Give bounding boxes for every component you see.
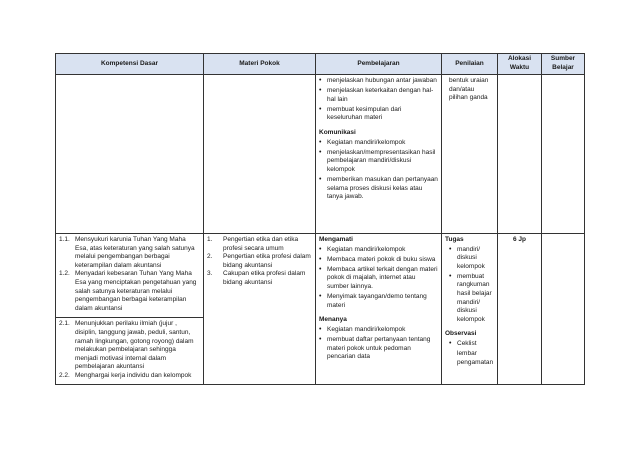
list-item: • Membaca artikel terkait dengan materi pokok di majalah, internet atau sumber lainnya. <box>319 266 438 292</box>
observasi-tail: lembar pengamatan <box>457 350 494 366</box>
list-item: • Kegiatan mandiri/kelompok <box>319 246 438 255</box>
list-item: • membuat kesimpulan dari keseluruhan materi <box>319 106 438 123</box>
kd-list-1 <box>59 236 200 313</box>
list-item <box>59 372 200 381</box>
row1-penilaian-cell <box>442 75 498 234</box>
list-item <box>59 270 200 313</box>
item-text: Pengertian etika profesi dalam bidang akuntansi <box>223 253 311 269</box>
item-text: Menyadari kebesaran Tuhan Yang Maha Esa yang menciptakan pengetahuan yang salah satunya keteraturan melalui pengembangan berbagai keterampilan dalam akuntansi <box>75 270 197 312</box>
list-item <box>59 320 200 372</box>
row2-alokasi-cell <box>498 234 542 385</box>
item-text: Pengertian etika dan etika profesi secara umum <box>223 236 299 252</box>
table-row <box>56 75 585 234</box>
syllabus-table <box>55 53 585 385</box>
item-number: 2.2. <box>59 371 70 379</box>
row1-materi-cell <box>204 75 316 234</box>
header-pembelajaran: Pembelajaran <box>316 54 442 75</box>
row2-pembelajaran-cell <box>316 234 442 385</box>
item-number: 1. <box>207 236 213 243</box>
list-item: • menjelaskan hubungan antar jawaban <box>319 77 438 86</box>
list-item: • menjelaskan/mempresentasikan hasil pembelajaran mandiri/diskusi kelompok <box>319 149 438 175</box>
materi-list <box>207 236 312 288</box>
alokasi-value: 6 Jp <box>512 236 526 243</box>
mengamati-list <box>319 246 438 311</box>
row1-pembelajaran-list-b <box>319 139 438 202</box>
kd-list-2 <box>59 320 200 380</box>
kd-group-1 <box>56 234 203 317</box>
item-text: Mensyukuri karunia Tuhan Yang Maha Esa, atas keteraturan yang salah satunya melalui pengembangan berbagai keterampilan dalam akuntansi <box>75 236 195 269</box>
tugas-heading: Tugas <box>445 236 464 243</box>
header-sumber-belajar: Sumber Belajar <box>542 54 585 75</box>
row2-sumber-cell <box>542 234 585 385</box>
header-row <box>56 54 585 75</box>
row1-kd-cell <box>56 75 204 234</box>
list-item: • Menyimak tayangan/demo tentang materi <box>319 293 438 310</box>
item-text: Menunjukkan perilaku ilmiah (jujur , disiplin, tanggung jawab, peduli, santun, ramah lingkungan, gotong royong) dalam melakukan pembelajaran sehingga menjadi motivasi internal dalam pembelajaran akuntansi <box>75 320 194 371</box>
list-item: • Ceklist <box>449 340 494 349</box>
row1-pembelajaran-list-a <box>319 77 438 123</box>
header-materi-pokok: Materi Pokok <box>204 54 316 75</box>
menanya-list <box>319 326 438 362</box>
list-item <box>207 236 312 253</box>
item-number: 1.1. <box>59 236 70 243</box>
item-text: Menghargai kerja individu dan kelompok <box>75 371 192 379</box>
item-text: Cakupan etika profesi dalam bidang akuntansi <box>223 270 306 286</box>
header-penilaian: Penilaian <box>442 54 498 75</box>
list-item <box>59 236 200 270</box>
row2-penilaian-cell <box>442 234 498 385</box>
kd-group-2 <box>56 317 203 380</box>
list-item <box>207 270 312 287</box>
list-item: • membuat daftar pertanyaan tentang materi pokok untuk pedoman pencarian data <box>319 336 438 362</box>
list-item <box>207 253 312 270</box>
row2-kd-cell <box>56 234 204 385</box>
item-number: 2. <box>207 253 213 261</box>
menanya-heading: Menanya <box>319 316 347 324</box>
list-item: • Kegiatan mandiri/kelompok <box>319 326 438 335</box>
observasi-heading: Observasi <box>445 330 477 338</box>
item-number: 1.2. <box>59 270 70 278</box>
item-number: 3. <box>207 270 213 278</box>
komunikasi-heading: Komunikasi <box>319 128 356 136</box>
row1-alokasi-cell <box>498 75 542 234</box>
item-number: 2.1. <box>59 320 70 328</box>
tugas-list <box>445 246 494 325</box>
list-item: • Kegiatan mandiri/kelompok <box>319 139 438 148</box>
row2-materi-cell <box>204 234 316 385</box>
list-item: • menjelaskan keterkaitan dengan hal-hal lain <box>319 87 438 104</box>
list-item: • Membaca materi pokok di buku siswa <box>319 256 438 265</box>
list-item: • memberikan masukan dan pertanyaan selama proses diskusi kelas atau tanya jawab. <box>319 176 438 202</box>
mengamati-heading: Mengamati <box>319 236 353 243</box>
table-row <box>56 234 585 385</box>
row1-penilaian-text: bentuk uraian dan/atau pilihan ganda <box>449 77 489 102</box>
observasi-list <box>445 340 494 349</box>
list-item: • mandiri/ diskusi kelompok <box>449 246 494 272</box>
header-alokasi-waktu: Alokasi Waktu <box>498 54 542 75</box>
list-item: • membuat rangkuman hasil belajar mandiri/ diskusi kelompok <box>449 273 494 325</box>
header-kompetensi-dasar: Kompetensi Dasar <box>56 54 204 75</box>
row1-sumber-cell <box>542 75 585 234</box>
row1-pembelajaran-cell <box>316 75 442 234</box>
